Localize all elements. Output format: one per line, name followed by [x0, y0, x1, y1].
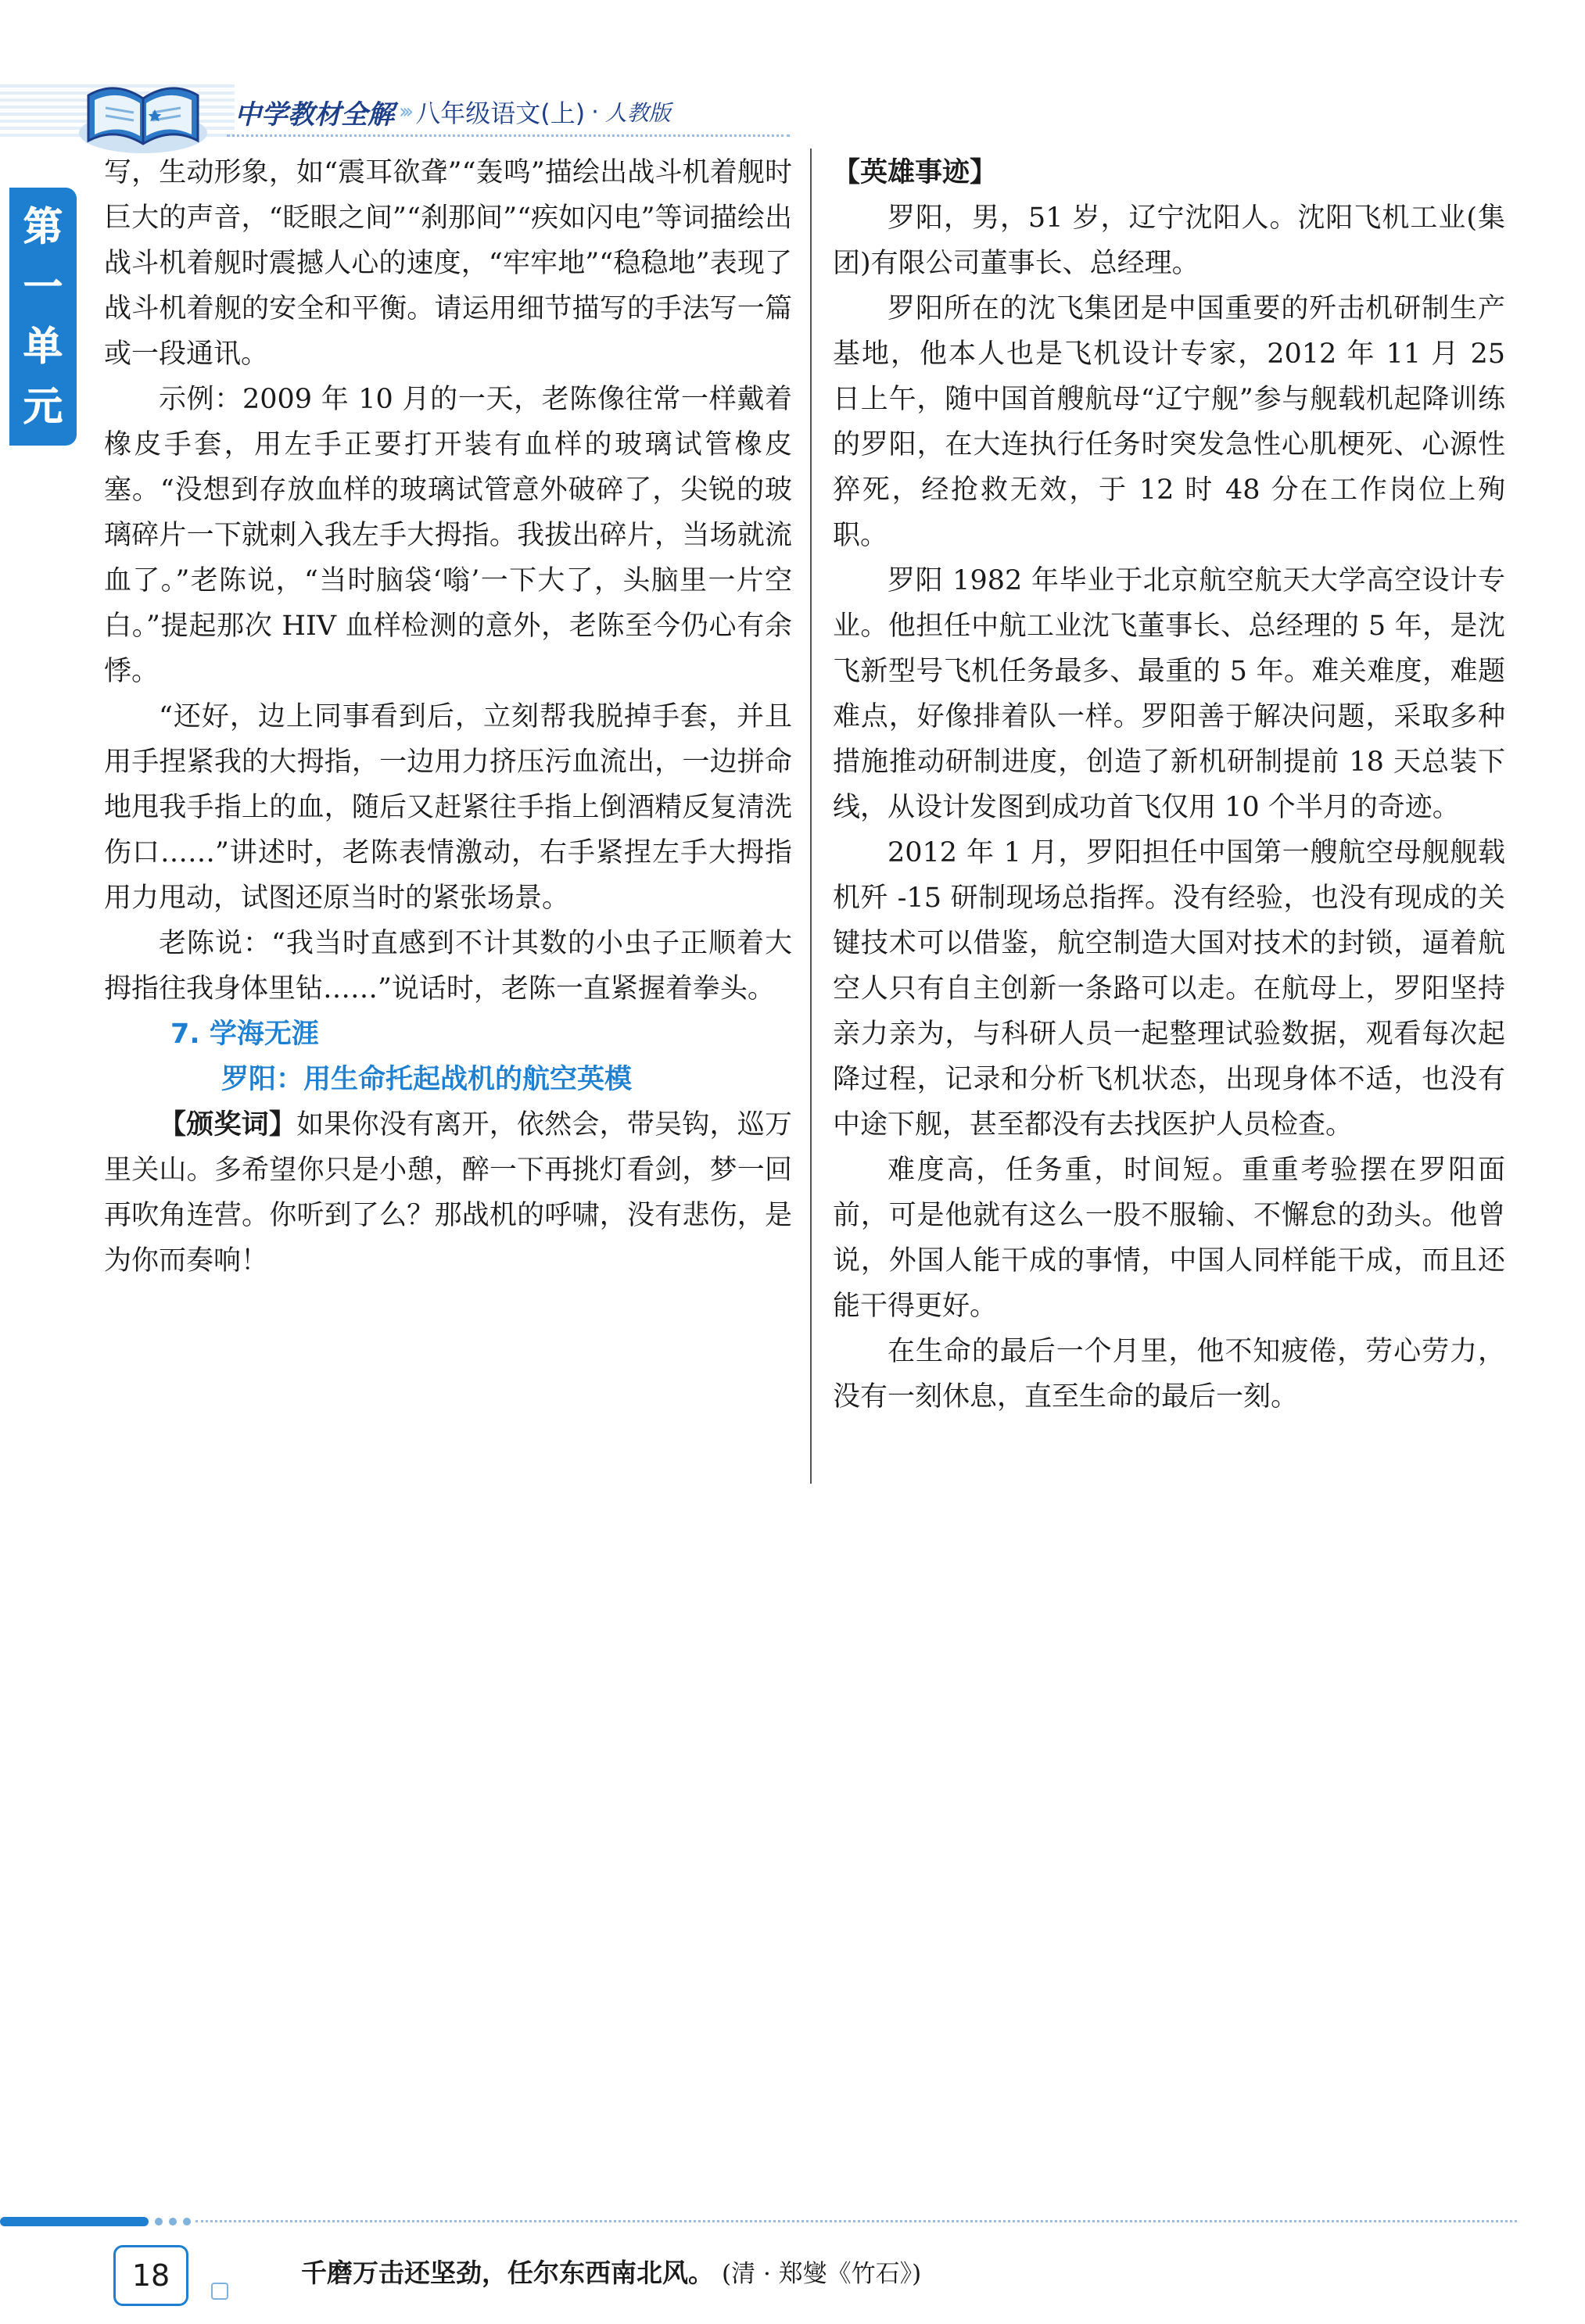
paragraph: 示例：2009 年 10 月的一天，老陈像往常一样戴着橡皮手套，用左手正要打开装有血样的玻璃试管橡皮塞。“没想到存放血样的玻璃试管意外破碎了，尖锐的玻璃碎片一下就刺入我左手大拇指。我拔出碎片，当场就流血了。”老陈说，“当时脑袋‘嗡’一下大了，头脑里一片空白。”提起那次 HIV 血样检测的意外，老陈至今仍心有余悸。 [104, 384, 792, 687]
award-label: 【颁奖词】 [159, 1109, 297, 1141]
paragraph: 难度高，任务重，时间短。重重考验摆在罗阳面前，可是他就有这么一股不服输、不懈怠的劲头。他曾说，外国人能干成的事情，中国人同样能干成，而且还能干得更好。 [833, 1155, 1505, 1322]
unit-tab-char: 单 [23, 324, 63, 370]
header-title [235, 92, 671, 131]
footer-bar [0, 2217, 149, 2226]
unit-tab [9, 188, 77, 446]
footer-dot [183, 2218, 191, 2226]
quote-text: 千磨万击还坚劲，任尔东西南北风。 [301, 2257, 714, 2288]
paragraph: 写，生动形象，如“震耳欲聋”“轰鸣”描绘出战斗机着舰时巨大的声音，“眨眼之间”“刹那间”“疾如闪电”等词描绘出战斗机着舰时震撼人心的速度，“牢牢地”“稳稳地”表现了战斗机着舰的安全和平衡。请运用细节描写的手法写一篇或一段通讯。 [104, 157, 792, 370]
footer-dot [155, 2218, 163, 2226]
section-heading: 【英雄事迹】 [833, 157, 998, 188]
award-text: 如果你没有离开，依然会，带吴钩，巡万里关山。多希望你只是小憩，醉一下再挑灯看剑，梦一回再吹角连营。你听到了么？那战机的呼啸，没有悲伤，是为你而奏响！ [104, 1109, 792, 1277]
edition-label: 人教版 [604, 100, 671, 126]
paragraph: 罗阳，男，51 岁，辽宁沈阳人。沈阳飞机工业(集团)有限公司董事长、总经理。 [833, 202, 1505, 279]
page-number: 18 [113, 2245, 188, 2306]
chevron-right-icon: ››› [399, 100, 410, 124]
unit-tab-char: 一 [23, 263, 63, 310]
unit-tab-char: 元 [23, 383, 63, 429]
footer-dotted-rule [195, 2220, 1517, 2222]
right-column [833, 150, 1505, 1420]
unit-tab-char: 第 [23, 204, 63, 250]
paragraph: 罗阳 1982 年毕业于北京航空航天大学高空设计专业。他担任中航工业沈飞董事长、总经理的 5 年，是沈飞新型号飞机任务最多、最重的 5 年。难关难度，难题难点，好像排着队一样。罗阳善于解决问题，采取多种措施推动研制进度，创造了新机研制提前 18 天总装下线，从设计发图到成功首飞仅用 10 个半月的奇迹。 [833, 565, 1505, 823]
footer-decoration [0, 2216, 191, 2227]
header-separator: · [591, 98, 599, 126]
paragraph: 在生命的最后一个月里，他不知疲倦，劳心劳力，没有一刻休息，直至生命的最后一刻。 [833, 1336, 1505, 1413]
left-column [104, 150, 792, 1284]
paragraph: 老陈说：“我当时直感到不计其数的小虫子正顺着大拇指往我身体里钻……”说话时，老陈一直紧握着拳头。 [104, 928, 792, 1004]
section-heading: 7. 学海无涯 [170, 1019, 319, 1050]
footer-quote [301, 2251, 921, 2290]
article-title: 罗阳：用生命托起战机的航空英模 [221, 1064, 632, 1095]
paragraph: 罗阳所在的沈飞集团是中国重要的歼击机研制生产基地，他本人也是飞机设计专家，2012 年 11 月 25 日上午，随中国首艘航母“辽宁舰”参与舰载机起降训练的罗阳，在大连执行任务时突发急性心肌梗死、心源性猝死，经抢救无效，于 12 时 48 分在工作岗位上殉职。 [833, 293, 1505, 551]
paragraph: 2012 年 1 月，罗阳担任中国第一艘航空母舰舰载机歼 -15 研制现场总指挥。没有经验，也没有现成的关键技术可以借鉴，航空制造大国对技术的封锁，逼着航空人只有自主创新一条路可以走。在航母上，罗阳坚持亲力亲为，与科研人员一起整理试验数据，观看每次起降过程，记录和分析飞机状态，出现身体不适，也没有中途下舰，甚至都没有去找医护人员检查。 [833, 837, 1505, 1141]
open-book-logo-icon [74, 72, 211, 159]
award-paragraph [104, 1102, 792, 1284]
series-title: 中学教材全解 [235, 98, 394, 131]
grade-subject: 八年级语文(上) [415, 98, 586, 128]
corner-square-icon [211, 2283, 228, 2300]
footer-dot [169, 2218, 177, 2226]
column-divider [810, 149, 812, 1484]
quote-source: (清 · 郑燮《竹石》) [722, 2259, 922, 2288]
header-dotted-rule [227, 134, 790, 137]
paragraph: “还好，边上同事看到后，立刻帮我脱掉手套，并且用手捏紧我的大拇指，一边用力挤压污血流出，一边拼命地甩我手指上的血，随后又赶紧往手指上倒酒精反复清洗伤口……”讲述时，老陈表情激动，右手紧捏左手大拇指用力甩动，试图还原当时的紧张场景。 [104, 701, 792, 914]
